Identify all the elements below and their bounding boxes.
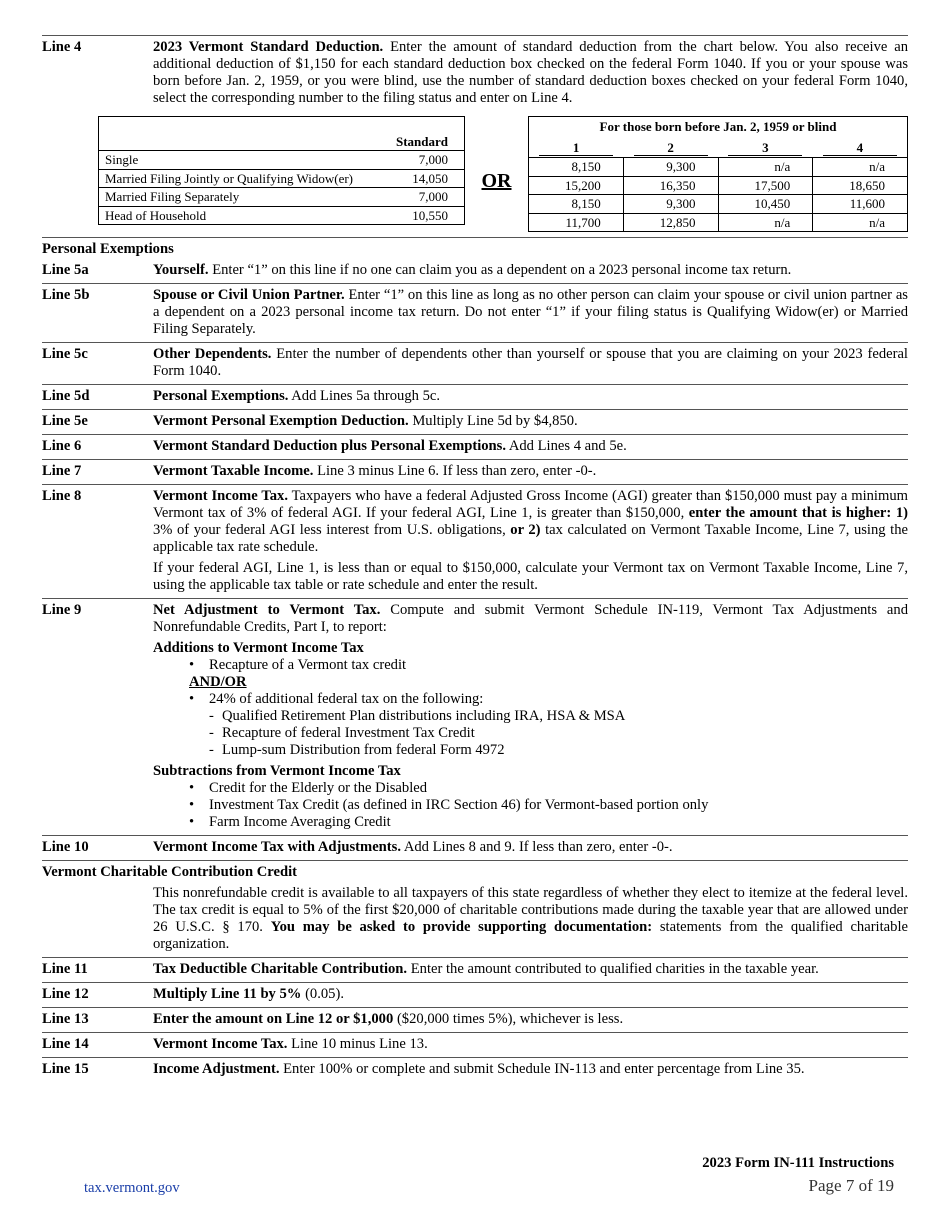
line-11: Line 11 Tax Deductible Charitable Contribution. Enter the amount contributed to qualified charities in the taxable year. [42,957,908,982]
column-header: Standard [395,133,448,149]
table-row: 8,150 9,300 10,450 11,600 [529,195,908,214]
table-row: Head of Household 10,550 [99,206,465,225]
andor-label: AND/OR [189,674,247,690]
table-row: 8,150 9,300 n/a n/a [529,158,908,177]
line-10: Line 10 Vermont Income Tax with Adjustments. Add Lines 8 and 9. If less than zero, enter -0-. [42,835,908,860]
line-15: Line 15 Income Adjustment. Enter 100% or complete and submit Schedule IN-113 and enter percentage from Line 35. [42,1057,908,1082]
line-12: Line 12 Multiply Line 11 by 5% (0.05). [42,982,908,1007]
list-item: • Recapture of a Vermont tax credit [189,657,908,674]
line-5d: Line 5d Personal Exemptions. Add Lines 5a through 5c. [42,384,908,409]
column-header: 2 [634,140,708,157]
line-14: Line 14 Vermont Income Tax. Line 10 minus Line 13. [42,1032,908,1057]
website-link[interactable]: tax.vermont.gov [84,1180,180,1196]
list-item: • 24% of additional federal tax on the following: [189,691,908,708]
line-title: 2023 Vermont Standard Deduction. [153,39,384,55]
line-5b: Line 5b Spouse or Civil Union Partner. Enter “1” on this line as long as no other person can claim your spouse or civil union partner as a dependent on a 2023 personal income tax return. Do not enter “1” if your filing status is Qualifying Widow(er) or Married Filing Separately. [42,283,908,342]
list-item: • Investment Tax Credit (as defined in IRC Section 46) for Vermont-based portion only [189,797,908,814]
sub-heading: Subtractions from Vermont Income Tax [153,763,401,779]
table-row: Married Filing Jointly or Qualifying Widow(er) 14,050 [99,169,465,188]
line-5a: Line 5a Yourself. Enter “1” on this line if no one can claim you as a dependent on a 2023 personal income tax return. [42,262,792,278]
section-heading: Personal Exemptions [42,237,908,259]
list-item: • Credit for the Elderly or the Disabled [189,780,908,797]
line-text: Enter the amount of standard deduction from the chart below. You also receive an additional deduction of $1,150 for each standard deduction box checked on the federal Form 1040. If you or your spouse was born before Jan. 2, 1959, or you were blind, use the number of standard deduction boxes checked on your federal Form 1040, select the corresponding number to the filing status and enter on Line 4. [153,39,908,106]
line-5c: Line 5c Other Dependents. Enter the number of dependents other than yourself or spouse that you are claiming on your 2023 federal Form 1040. [42,342,908,384]
table-row: 15,200 16,350 17,500 18,650 [529,176,908,195]
standard-deduction-tables [98,116,908,232]
list-item: - Lump-sum Distribution from federal Form 4972 [209,742,908,759]
line-7: Line 7 Vermont Taxable Income. Line 3 minus Line 6. If less than zero, enter -0-. [42,459,908,484]
table-row: Married Filing Separately 7,000 [99,188,465,207]
sub-heading: Additions to Vermont Income Tax [153,640,364,656]
charitable-description: This nonrefundable credit is available to all taxpayers of this state regardless of whether they elect to itemize at the federal level. The tax credit is equal to 5% of the first $20,000 of charitable contributions made during the taxable year that are allowed under 26 U.S.C. § 170. You may be asked to provide supporting documentation: statements from the qualified charitable organization. [153,885,908,952]
line-4 [42,35,908,111]
column-header: 1 [539,140,613,157]
line-5e: Line 5e Vermont Personal Exemption Deduction. Multiply Line 5d by $4,850. [42,409,908,434]
list-item: - Qualified Retirement Plan distributions including IRA, HSA & MSA [209,708,908,725]
form-title: 2023 Form IN-111 Instructions [702,1155,894,1171]
line-label: Line 4 [42,39,82,55]
list-item: • Farm Income Averaging Credit [189,814,908,831]
line-8: Line 8 Vermont Income Tax. Taxpayers who have a federal Adjusted Gross Income (AGI) greater than $150,000 must pay a minimum Vermont tax of 3% of federal AGI. If your federal AGI, Line 1, is greater than $150,000, enter the amount that is higher: 1) 3% of your federal AGI less interest from U.S. obligations, or 2) tax calculated on Vermont Taxable Income, Line 7, using the applicable tax rate schedule. If your federal AGI, Line 1, is less than or equal to $150,000, calculate your Vermont tax on Vermont Taxable Income, Line 7, using the applicable tax table or rate schedule and enter the result. [42,484,908,598]
or-label: OR [481,170,512,192]
section-heading: Vermont Charitable Contribution Credit [42,860,908,882]
blind-deduction-table [528,116,908,232]
column-header: 3 [728,140,802,157]
column-header: 4 [823,140,897,157]
list-item: - Recapture of federal Investment Tax Credit [209,725,908,742]
line-13: Line 13 Enter the amount on Line 12 or $1,000 ($20,000 times 5%), whichever is less. [42,1007,908,1032]
instructions-content [42,35,908,1082]
table-title: For those born before Jan. 2, 1959 or blind [599,119,837,134]
line-9: Line 9 Net Adjustment to Vermont Tax. Compute and submit Vermont Schedule IN-119, Vermont Tax Adjustments and Nonrefundable Credits, Part I, to report: Additions to Vermont Income Tax • Recapture of a Vermont tax credit AND/OR • 24% of additional federal tax on the following: - Qualified Retirement Plan distributions including IRA, HSA & MSA - Recapture of federal Investment Tax Credit - Lump-sum Distribution from federal Form 4972 Subtractions from Vermont Income Tax • Credit for the Elderly or the Disabled • Investment Tax Credit (as defined in IRC Section 46) for Vermont-based portion only • Farm Income Averaging Credit [42,598,908,835]
line-6: Line 6 Vermont Standard Deduction plus Personal Exemptions. Add Lines 4 and 5e. [42,434,908,459]
table-row: Single 7,000 [99,151,465,170]
standard-deduction-table [98,116,465,225]
page-number: Page 7 of 19 [808,1176,894,1195]
table-row: 11,700 12,850 n/a n/a [529,213,908,232]
